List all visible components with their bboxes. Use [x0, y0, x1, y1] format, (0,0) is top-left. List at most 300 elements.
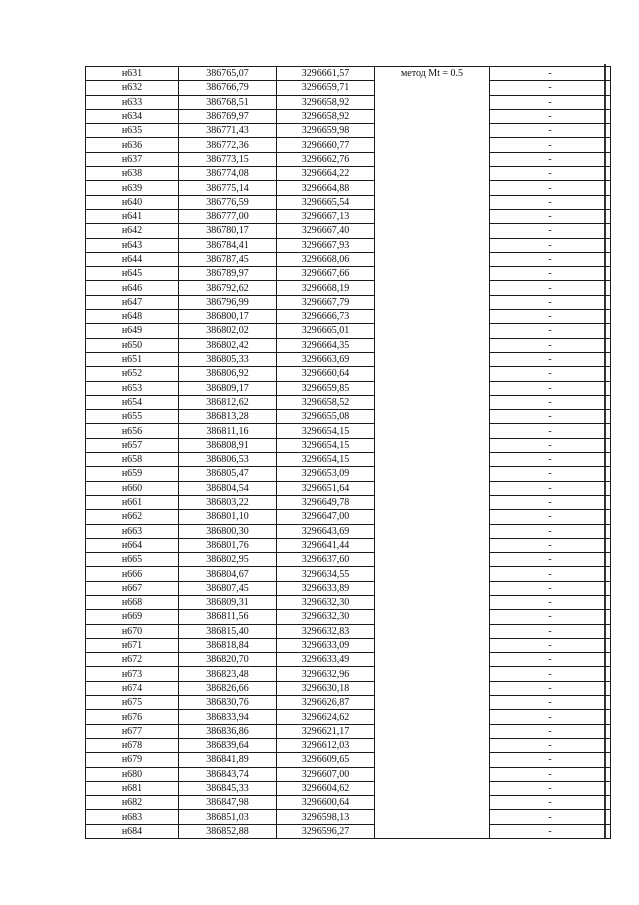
point-id-cell: н659 — [86, 467, 179, 481]
x-coordinate-cell: 386841,89 — [179, 753, 277, 767]
description-cell: - — [490, 410, 611, 424]
x-coordinate-cell: 386852,88 — [179, 824, 277, 838]
x-coordinate-cell: 386830,76 — [179, 696, 277, 710]
description-cell: - — [490, 667, 611, 681]
point-id-cell: н648 — [86, 310, 179, 324]
method-cell — [375, 109, 490, 123]
y-coordinate-cell: 3296624,62 — [277, 710, 375, 724]
table-row — [86, 653, 611, 667]
x-coordinate-cell: 386807,45 — [179, 581, 277, 595]
table-row — [86, 667, 611, 681]
y-coordinate-cell: 3296667,79 — [277, 295, 375, 309]
description-cell: - — [490, 367, 611, 381]
description-cell: - — [490, 796, 611, 810]
description-cell: - — [490, 438, 611, 452]
x-coordinate-cell: 386803,22 — [179, 495, 277, 509]
table-row — [86, 538, 611, 552]
y-coordinate-cell: 3296668,06 — [277, 252, 375, 266]
y-coordinate-cell: 3296658,92 — [277, 95, 375, 109]
x-coordinate-cell: 386818,84 — [179, 638, 277, 652]
y-coordinate-cell: 3296664,22 — [277, 167, 375, 181]
method-cell — [375, 195, 490, 209]
y-coordinate-cell: 3296626,87 — [277, 696, 375, 710]
table-row — [86, 710, 611, 724]
y-coordinate-cell: 3296632,96 — [277, 667, 375, 681]
description-cell: - — [490, 181, 611, 195]
point-id-cell: н660 — [86, 481, 179, 495]
x-coordinate-cell: 386773,15 — [179, 152, 277, 166]
x-coordinate-cell: 386776,59 — [179, 195, 277, 209]
method-cell — [375, 595, 490, 609]
y-coordinate-cell: 3296665,01 — [277, 324, 375, 338]
table-row — [86, 410, 611, 424]
description-cell: - — [490, 310, 611, 324]
method-cell — [375, 367, 490, 381]
point-id-cell: н684 — [86, 824, 179, 838]
method-cell — [375, 410, 490, 424]
x-coordinate-cell: 386777,00 — [179, 209, 277, 223]
x-coordinate-cell: 386802,95 — [179, 553, 277, 567]
point-id-cell: н636 — [86, 138, 179, 152]
table-row — [86, 424, 611, 438]
table-row — [86, 252, 611, 266]
point-id-cell: н662 — [86, 510, 179, 524]
method-cell — [375, 724, 490, 738]
point-id-cell: н634 — [86, 109, 179, 123]
x-coordinate-cell: 386766,79 — [179, 81, 277, 95]
description-cell: - — [490, 653, 611, 667]
description-cell: - — [490, 209, 611, 223]
point-id-cell: н664 — [86, 538, 179, 552]
description-cell: - — [490, 538, 611, 552]
point-id-cell: н671 — [86, 638, 179, 652]
y-coordinate-cell: 3296633,89 — [277, 581, 375, 595]
point-id-cell: н655 — [86, 410, 179, 424]
method-cell — [375, 224, 490, 238]
table-row — [86, 553, 611, 567]
method-cell — [375, 638, 490, 652]
point-id-cell: н668 — [86, 595, 179, 609]
description-cell: - — [490, 138, 611, 152]
x-coordinate-cell: 386811,16 — [179, 424, 277, 438]
table-row — [86, 567, 611, 581]
description-cell: - — [490, 81, 611, 95]
y-coordinate-cell: 3296667,93 — [277, 238, 375, 252]
x-coordinate-cell: 386843,74 — [179, 767, 277, 781]
description-cell: - — [490, 767, 611, 781]
x-coordinate-cell: 386800,17 — [179, 310, 277, 324]
y-coordinate-cell: 3296609,65 — [277, 753, 375, 767]
description-cell: - — [490, 481, 611, 495]
description-cell: - — [490, 238, 611, 252]
description-cell: - — [490, 224, 611, 238]
table-row — [86, 181, 611, 195]
description-cell: - — [490, 467, 611, 481]
table-row — [86, 453, 611, 467]
table-row — [86, 681, 611, 695]
x-coordinate-cell: 386812,62 — [179, 395, 277, 409]
x-coordinate-cell: 386784,41 — [179, 238, 277, 252]
table-row — [86, 167, 611, 181]
point-id-cell: н632 — [86, 81, 179, 95]
table-row — [86, 481, 611, 495]
table-row — [86, 753, 611, 767]
y-coordinate-cell: 3296633,49 — [277, 653, 375, 667]
point-id-cell: н665 — [86, 553, 179, 567]
y-coordinate-cell: 3296641,44 — [277, 538, 375, 552]
point-id-cell: н677 — [86, 724, 179, 738]
y-coordinate-cell: 3296632,83 — [277, 624, 375, 638]
table-row — [86, 696, 611, 710]
description-cell: - — [490, 152, 611, 166]
point-id-cell: н637 — [86, 152, 179, 166]
point-id-cell: н661 — [86, 495, 179, 509]
x-coordinate-cell: 386774,08 — [179, 167, 277, 181]
description-cell: - — [490, 195, 611, 209]
point-id-cell: н641 — [86, 209, 179, 223]
y-coordinate-cell: 3296659,85 — [277, 381, 375, 395]
description-cell: - — [490, 124, 611, 138]
x-coordinate-cell: 386847,98 — [179, 796, 277, 810]
method-cell — [375, 667, 490, 681]
x-coordinate-cell: 386815,40 — [179, 624, 277, 638]
x-coordinate-cell: 386792,62 — [179, 281, 277, 295]
table-row — [86, 209, 611, 223]
table-row — [86, 767, 611, 781]
x-coordinate-cell: 386826,66 — [179, 681, 277, 695]
point-id-cell: н642 — [86, 224, 179, 238]
method-cell — [375, 381, 490, 395]
description-cell: - — [490, 696, 611, 710]
point-id-cell: н670 — [86, 624, 179, 638]
x-coordinate-cell: 386809,31 — [179, 595, 277, 609]
x-coordinate-cell: 386813,28 — [179, 410, 277, 424]
x-coordinate-cell: 386765,07 — [179, 67, 277, 81]
point-id-cell: н669 — [86, 610, 179, 624]
description-cell: - — [490, 495, 611, 509]
table-row — [86, 352, 611, 366]
y-coordinate-cell: 3296667,40 — [277, 224, 375, 238]
table-row — [86, 109, 611, 123]
method-cell — [375, 352, 490, 366]
table-row — [86, 310, 611, 324]
y-coordinate-cell: 3296660,64 — [277, 367, 375, 381]
table-row — [86, 724, 611, 738]
point-id-cell: н651 — [86, 352, 179, 366]
point-id-cell: н680 — [86, 767, 179, 781]
y-coordinate-cell: 3296659,71 — [277, 81, 375, 95]
point-id-cell: н631 — [86, 67, 179, 81]
x-coordinate-cell: 386805,33 — [179, 352, 277, 366]
x-coordinate-cell: 386800,30 — [179, 524, 277, 538]
table-row — [86, 381, 611, 395]
method-cell — [375, 124, 490, 138]
table-row — [86, 367, 611, 381]
method-cell — [375, 424, 490, 438]
point-id-cell: н667 — [86, 581, 179, 595]
method-cell — [375, 395, 490, 409]
x-coordinate-cell: 386806,53 — [179, 453, 277, 467]
method-cell — [375, 152, 490, 166]
x-coordinate-cell: 386804,54 — [179, 481, 277, 495]
description-cell: - — [490, 67, 611, 81]
y-coordinate-cell: 3296665,54 — [277, 195, 375, 209]
table-row — [86, 295, 611, 309]
description-cell: - — [490, 638, 611, 652]
description-cell: - — [490, 738, 611, 752]
table-row — [86, 581, 611, 595]
description-cell: - — [490, 824, 611, 838]
y-coordinate-cell: 3296666,73 — [277, 310, 375, 324]
x-coordinate-cell: 386806,92 — [179, 367, 277, 381]
x-coordinate-cell: 386775,14 — [179, 181, 277, 195]
method-cell — [375, 553, 490, 567]
point-id-cell: н640 — [86, 195, 179, 209]
x-coordinate-cell: 386787,45 — [179, 252, 277, 266]
method-cell — [375, 524, 490, 538]
table-row — [86, 824, 611, 838]
table-row — [86, 81, 611, 95]
y-coordinate-cell: 3296651,64 — [277, 481, 375, 495]
description-cell: - — [490, 167, 611, 181]
y-coordinate-cell: 3296633,09 — [277, 638, 375, 652]
point-id-cell: н679 — [86, 753, 179, 767]
point-id-cell: н647 — [86, 295, 179, 309]
x-coordinate-cell: 386845,33 — [179, 781, 277, 795]
method-cell — [375, 67, 490, 81]
description-cell: - — [490, 567, 611, 581]
y-coordinate-cell: 3296654,15 — [277, 438, 375, 452]
method-cell — [375, 324, 490, 338]
table-row — [86, 224, 611, 238]
coordinates-table — [85, 66, 611, 839]
table-row — [86, 67, 611, 81]
table-row — [86, 638, 611, 652]
method-cell — [375, 167, 490, 181]
y-coordinate-cell: 3296654,15 — [277, 424, 375, 438]
method-cell — [375, 209, 490, 223]
description-cell: - — [490, 424, 611, 438]
table-row — [86, 495, 611, 509]
description-cell: - — [490, 753, 611, 767]
method-cell — [375, 653, 490, 667]
point-id-cell: н674 — [86, 681, 179, 695]
description-cell: - — [490, 710, 611, 724]
method-cell — [375, 624, 490, 638]
y-coordinate-cell: 3296661,57 — [277, 67, 375, 81]
y-coordinate-cell: 3296643,69 — [277, 524, 375, 538]
description-cell: - — [490, 681, 611, 695]
y-coordinate-cell: 3296663,69 — [277, 352, 375, 366]
description-cell: - — [490, 510, 611, 524]
y-coordinate-cell: 3296634,55 — [277, 567, 375, 581]
point-id-cell: н643 — [86, 238, 179, 252]
description-cell: - — [490, 781, 611, 795]
y-coordinate-cell: 3296600,64 — [277, 796, 375, 810]
table-row — [86, 738, 611, 752]
x-coordinate-cell: 386805,47 — [179, 467, 277, 481]
point-id-cell: н646 — [86, 281, 179, 295]
table-row — [86, 124, 611, 138]
x-coordinate-cell: 386802,02 — [179, 324, 277, 338]
point-id-cell: н673 — [86, 667, 179, 681]
y-coordinate-cell: 3296637,60 — [277, 553, 375, 567]
method-cell — [375, 796, 490, 810]
method-cell — [375, 310, 490, 324]
method-cell — [375, 696, 490, 710]
description-cell: - — [490, 295, 611, 309]
description-cell: - — [490, 553, 611, 567]
method-cell — [375, 138, 490, 152]
method-cell — [375, 781, 490, 795]
method-cell — [375, 610, 490, 624]
method-cell — [375, 538, 490, 552]
point-id-cell: н645 — [86, 267, 179, 281]
description-cell: - — [490, 453, 611, 467]
method-cell — [375, 824, 490, 838]
y-coordinate-cell: 3296655,08 — [277, 410, 375, 424]
table-row — [86, 338, 611, 352]
description-cell: - — [490, 810, 611, 824]
y-coordinate-cell: 3296607,00 — [277, 767, 375, 781]
description-cell: - — [490, 252, 611, 266]
method-cell — [375, 281, 490, 295]
x-coordinate-cell: 386801,10 — [179, 510, 277, 524]
x-coordinate-cell: 386811,56 — [179, 610, 277, 624]
x-coordinate-cell: 386801,76 — [179, 538, 277, 552]
table-row — [86, 138, 611, 152]
y-coordinate-cell: 3296658,52 — [277, 395, 375, 409]
method-cell — [375, 467, 490, 481]
point-id-cell: н678 — [86, 738, 179, 752]
method-cell — [375, 710, 490, 724]
method-cell — [375, 753, 490, 767]
y-coordinate-cell: 3296659,98 — [277, 124, 375, 138]
description-cell: - — [490, 581, 611, 595]
table-row — [86, 438, 611, 452]
method-cell — [375, 495, 490, 509]
description-cell: - — [490, 724, 611, 738]
y-coordinate-cell: 3296658,92 — [277, 109, 375, 123]
y-coordinate-cell: 3296660,77 — [277, 138, 375, 152]
y-coordinate-cell: 3296621,17 — [277, 724, 375, 738]
table-row — [86, 95, 611, 109]
table-row — [86, 510, 611, 524]
x-coordinate-cell: 386823,48 — [179, 667, 277, 681]
y-coordinate-cell: 3296664,88 — [277, 181, 375, 195]
method-cell — [375, 338, 490, 352]
coordinates-table-body — [86, 67, 611, 839]
method-cell — [375, 567, 490, 581]
x-coordinate-cell: 386772,36 — [179, 138, 277, 152]
point-id-cell: н676 — [86, 710, 179, 724]
x-coordinate-cell: 386836,86 — [179, 724, 277, 738]
table-row — [86, 624, 611, 638]
point-id-cell: н654 — [86, 395, 179, 409]
point-id-cell: н672 — [86, 653, 179, 667]
y-coordinate-cell: 3296667,66 — [277, 267, 375, 281]
method-cell — [375, 738, 490, 752]
table-row — [86, 810, 611, 824]
table-row — [86, 610, 611, 624]
description-cell: - — [490, 610, 611, 624]
y-coordinate-cell: 3296668,19 — [277, 281, 375, 295]
method-cell — [375, 481, 490, 495]
x-coordinate-cell: 386780,17 — [179, 224, 277, 238]
y-coordinate-cell: 3296632,30 — [277, 595, 375, 609]
method-cell — [375, 95, 490, 109]
x-coordinate-cell: 386833,94 — [179, 710, 277, 724]
point-id-cell: н681 — [86, 781, 179, 795]
description-cell: - — [490, 352, 611, 366]
point-id-cell: н682 — [86, 796, 179, 810]
method-cell — [375, 453, 490, 467]
description-cell: - — [490, 395, 611, 409]
y-coordinate-cell: 3296649,78 — [277, 495, 375, 509]
description-cell: - — [490, 381, 611, 395]
x-coordinate-cell: 386851,03 — [179, 810, 277, 824]
table-row — [86, 195, 611, 209]
method-cell — [375, 767, 490, 781]
y-coordinate-cell: 3296647,00 — [277, 510, 375, 524]
table-row — [86, 395, 611, 409]
x-coordinate-cell: 386804,67 — [179, 567, 277, 581]
y-coordinate-cell: 3296604,62 — [277, 781, 375, 795]
method-cell — [375, 581, 490, 595]
method-cell — [375, 510, 490, 524]
y-coordinate-cell: 3296612,03 — [277, 738, 375, 752]
point-id-cell: н652 — [86, 367, 179, 381]
x-coordinate-cell: 386771,43 — [179, 124, 277, 138]
table-row — [86, 595, 611, 609]
method-cell — [375, 181, 490, 195]
method-label: метод Mt = 0.5 — [400, 68, 464, 80]
description-cell: - — [490, 595, 611, 609]
method-cell — [375, 267, 490, 281]
table-row — [86, 152, 611, 166]
point-id-cell: н649 — [86, 324, 179, 338]
point-id-cell: н650 — [86, 338, 179, 352]
method-cell — [375, 681, 490, 695]
description-cell: - — [490, 524, 611, 538]
method-cell — [375, 810, 490, 824]
x-coordinate-cell: 386809,17 — [179, 381, 277, 395]
x-coordinate-cell: 386789,97 — [179, 267, 277, 281]
point-id-cell: н683 — [86, 810, 179, 824]
y-coordinate-cell: 3296667,13 — [277, 209, 375, 223]
y-coordinate-cell: 3296653,09 — [277, 467, 375, 481]
y-coordinate-cell: 3296630,18 — [277, 681, 375, 695]
point-id-cell: н635 — [86, 124, 179, 138]
point-id-cell: н633 — [86, 95, 179, 109]
x-coordinate-cell: 386839,64 — [179, 738, 277, 752]
point-id-cell: н657 — [86, 438, 179, 452]
method-cell — [375, 238, 490, 252]
description-cell: - — [490, 324, 611, 338]
point-id-cell: н638 — [86, 167, 179, 181]
table-row — [86, 467, 611, 481]
description-cell: - — [490, 109, 611, 123]
method-cell — [375, 295, 490, 309]
x-coordinate-cell: 386802,42 — [179, 338, 277, 352]
table-row — [86, 781, 611, 795]
method-cell — [375, 81, 490, 95]
table-row — [86, 324, 611, 338]
description-cell: - — [490, 338, 611, 352]
description-cell: - — [490, 624, 611, 638]
y-coordinate-cell: 3296662,76 — [277, 152, 375, 166]
y-coordinate-cell: 3296632,30 — [277, 610, 375, 624]
